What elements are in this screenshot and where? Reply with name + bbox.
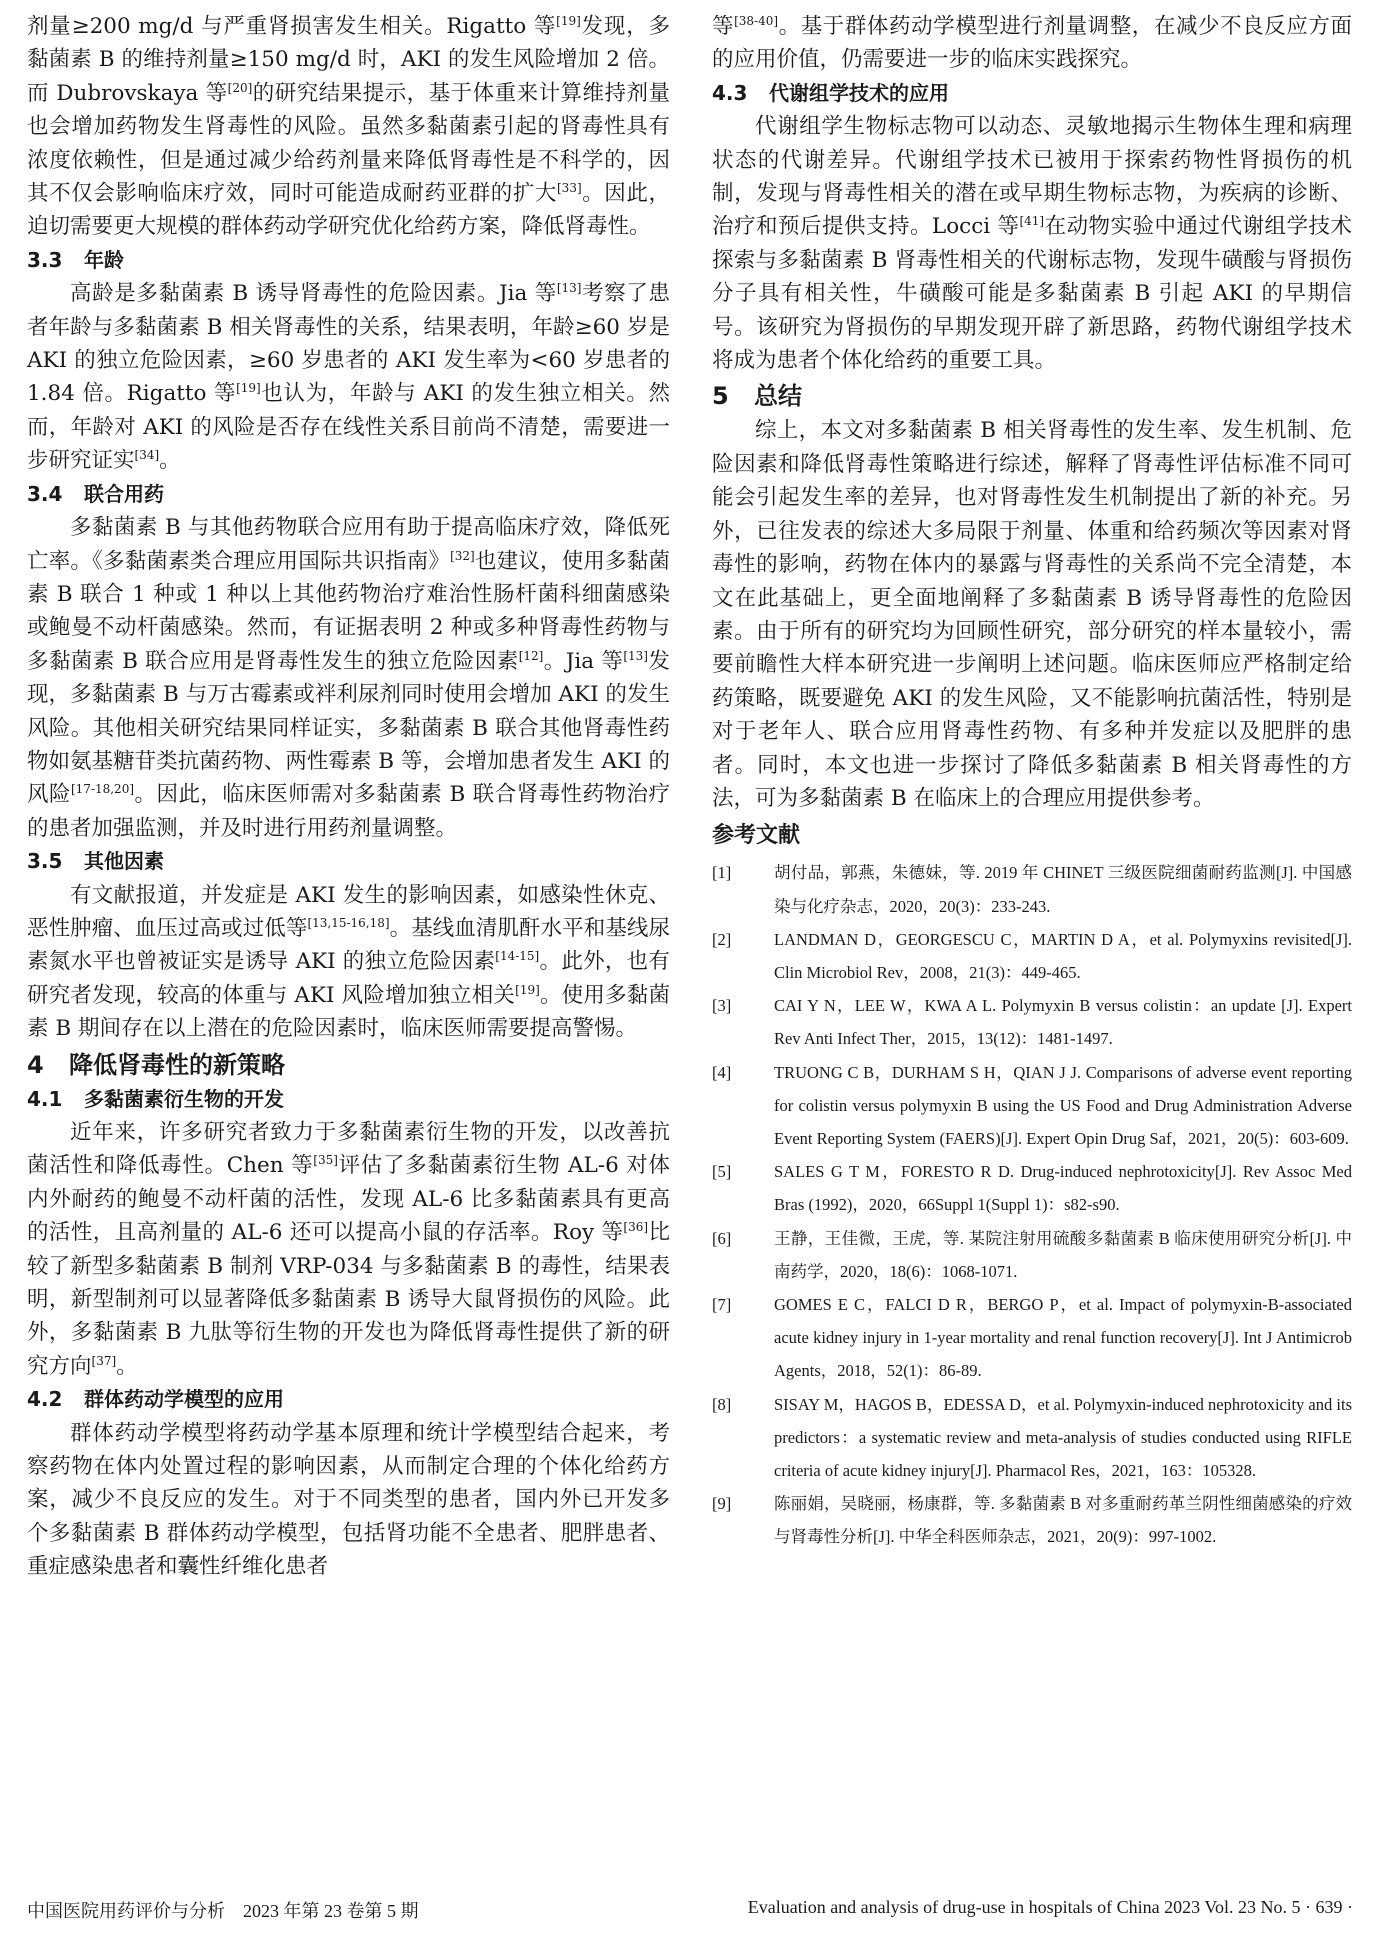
reference-number: [5]: [712, 1162, 732, 1182]
reference-item: [1] 胡付品，郭燕，朱德妹，等. 2019 年 CHINET 三级医院细菌耐药监测[J]. 中国感染与化疗杂志，2020，20(3)：233-243.: [712, 856, 1352, 922]
reference-item: [8] SISAY M，HAGOS B，EDESSA D，et al. Polymyxin-induced nephrotoxicity and its predictors：a systematic review and meta-analysis of studies conducted using RIFLE criteria of acute kidney injury[J]. Pharmacol Res，2021，163：105328.: [712, 1388, 1352, 1488]
paragraph: 代谢组学生物标志物可以动态、灵敏地揭示生物体生理和病理状态的代谢差异。代谢组学技术已被用于探索药物性肾损伤的机制，发现与肾毒性相关的潜在或早期生物标志物，为疾病的诊断、治疗和预后提供支持。Locci 等[41]在动物实验中通过代谢组学技术探索与多黏菌素 B 肾毒性相关的代谢标志物，发现牛磺酸与肾损伤分子具有相关性，牛磺酸可能是多黏菌素 B 引起 AKI 的早期信号。该研究为肾损伤的早期发现开辟了新思路，药物代谢组学技术将成为患者个体化给药的重要工具。: [712, 114, 1352, 374]
section-heading-4-3: 4.3 代谢组学技术的应用: [712, 80, 949, 105]
citation[interactable]: [38-40]: [734, 14, 779, 28]
reference-item: [6] 王静，王佳微，王虎，等. 某院注射用硫酸多黏菌素 B 临床使用研究分析[J]. 中南药学，2020，18(6)：1068-1071.: [712, 1222, 1352, 1288]
citation[interactable]: [35]: [313, 1153, 338, 1168]
journal-name-cn: 中国医院用药评价与分析 2023 年第 23 卷第 5 期: [27, 1901, 419, 1921]
reference-item: [4] TRUONG C B，DURHAM S H，QIAN J J. Comparisons of adverse event reporting for colistin versus polymyxin B using the US Food and Drug Administration Adverse Event Reporting System (FAERS)[J]. Expert Opin Drug Saf，2021，20(5)：603-609.: [712, 1056, 1352, 1156]
reference-number: [4]: [712, 1062, 732, 1082]
citation[interactable]: [32]: [450, 548, 475, 563]
section-heading-4-1: 4.1 多黏菌素衍生物的开发: [27, 1086, 284, 1111]
paragraph: 群体药动学模型将药动学基本原理和统计学模型结合起来，考察药物在体内处置过程的影响因素，从而制定合理的个体化给药方案，减少不良反应的发生。对于不同类型的患者，国内外已开发多个多黏菌素 B 群体药动学模型，包括肾功能不全患者、肥胖患者、重症感染患者和囊性纤维化患者: [27, 1420, 670, 1580]
citation[interactable]: [20]: [227, 80, 253, 95]
reference-number: [1]: [712, 863, 732, 883]
paragraph: 剂量≥200 mg/d 与严重肾损害发生相关。Rigatto 等[19]发现，多黏菌素 B 的维持剂量≥150 mg/d 时，AKI 的发生风险增加 2 倍。而 Dubrovskaya 等[20]的研究结果提示，基于体重来计算维持剂量也会增加药物发生肾毒性的风险。虽然多黏菌素引起的肾毒性具有浓度依赖性，但是通过减少给药剂量来降低肾毒性是不科学的，因其不仅会影响临床疗效，同时可能造成耐药亚群的扩大[33]。因此，迫切需要更大规模的群体药动学研究优化给药方案，降低肾毒性。: [27, 14, 670, 240]
journal-name-en-page-number: Evaluation and analysis of drug-use in hospitals of China 2023 Vol. 23 No. 5 · 639 ·: [747, 1897, 1353, 1917]
reference-item: [3] CAI Y N，LEE W，KWA A L. Polymyxin B versus colistin：an update [J]. Expert Rev Anti Infect Ther，2015，13(12)：1481-1497.: [712, 989, 1352, 1055]
reference-number: [3]: [712, 996, 732, 1016]
references-heading: 参考文献: [712, 823, 801, 849]
citation[interactable]: [19]: [556, 14, 581, 28]
section-heading-3-3: 3.3 年龄: [27, 247, 124, 272]
citation[interactable]: [34]: [134, 448, 160, 463]
paragraph: 综上，本文对多黏菌素 B 相关肾毒性的发生率、发生机制、危险因素和降低肾毒性策略进行综述，解释了肾毒性评估标准不同可能会引起发生率的差异，也对肾毒性发生机制提出了新的补充。另外，已往发表的综述大多局限于剂量、体重和给药频次等因素对肾毒性的影响，药物在体内的暴露与肾毒性的关系尚不完全清楚，本文在此基础上，更全面地阐释了多黏菌素 B 诱导肾毒性的危险因素。由于所有的研究均为回顾性研究，部分研究的样本量较小，需要前瞻性大样本研究进一步阐明上述问题。临床医师应严格制定给药策略，既要避免 AKI 的发生风险，又不能影响抗菌活性，特别是对于老年人、联合应用肾毒性药物、有多种并发症以及肥胖的患者。同时，本文也进一步探讨了降低多黏菌素 B 相关肾毒性的方法，可为多黏菌素 B 在临床上的合理应用提供参考。: [712, 418, 1352, 811]
citation[interactable]: [12]: [518, 648, 544, 663]
citation[interactable]: [14-15]: [495, 949, 540, 964]
citation[interactable]: [17-18,20]: [70, 782, 135, 797]
section-heading-5: 5 总结: [712, 382, 802, 411]
citation[interactable]: [36]: [623, 1220, 649, 1235]
citation[interactable]: [13]: [623, 648, 648, 663]
reference-number: [6]: [712, 1228, 732, 1248]
paragraph: 有文献报道，并发症是 AKI 发生的影响因素，如感染性休克、恶性肿瘤、血压过高或过低等[13,15-16,18]。基线血清肌酐水平和基线尿素氮水平也曾被证实是诱导 AKI 的独立危险因素[14-15]。此外，也有研究者发现，较高的体重与 AKI 风险增加独立相关[19]。使用多黏菌素 B 期间存在以上潜在的危险因素时，临床医师需要提高警惕。: [27, 882, 670, 1042]
citation[interactable]: [13]: [556, 281, 582, 296]
reference-list: [712, 856, 1352, 1553]
reference-item: [7] GOMES E C，FALCI D R，BERGO P，et al. Impact of polymyxin-B-associated acute kidney injury in 1-year mortality and renal function recovery[J]. Int J Antimicrob Agents，2018，52(1)：86-89.: [712, 1288, 1352, 1388]
paragraph: 高龄是多黏菌素 B 诱导肾毒性的危险因素。Jia 等[13]考察了患者年龄与多黏菌素 B 相关肾毒性的关系，结果表明，年龄≥60 岁是 AKI 的独立危险因素，≥60 岁患者的 AKI 发生率为<60 岁患者的 1.84 倍。Rigatto 等[19]也认为，年龄与 AKI 的发生独立相关。然而，年龄对 AKI 的风险是否存在线性关系目前尚不清楚，需要进一步研究证实[34]。: [27, 281, 670, 474]
reference-item: [9] 陈丽娟，吴晓丽，杨康群，等. 多黏菌素 B 对多重耐药革兰阴性细菌感染的疗效与肾毒性分析[J]. 中华全科医师杂志，2021，20(9)：997-1002.: [712, 1487, 1352, 1553]
page-footer: [27, 1897, 1353, 1923]
citation[interactable]: [37]: [91, 1353, 117, 1368]
reference-item: [2] LANDMAN D，GEORGESCU C，MARTIN D A，et al. Polymyxins revisited[J]. Clin Microbiol Rev，2008，21(3)：449-465.: [712, 923, 1352, 989]
reference-number: [8]: [712, 1394, 732, 1414]
reference-number: [7]: [712, 1294, 732, 1314]
reference-number: [2]: [712, 929, 732, 949]
section-heading-4: 4 降低肾毒性的新策略: [27, 1050, 285, 1079]
section-heading-3-5: 3.5 其他因素: [27, 849, 164, 874]
citation[interactable]: [33]: [557, 181, 582, 196]
paragraph: 等[38-40]。基于群体药动学模型进行剂量调整，在减少不良反应方面的应用价值，仍需要进一步的临床实践探究。: [712, 14, 1352, 73]
section-heading-3-4: 3.4 联合用药: [27, 481, 164, 506]
reference-item: [5] SALES G T M，FORESTO R D. Drug-induced nephrotoxicity[J]. Rev Assoc Med Bras (1992)，2020，66Suppl 1(Suppl 1)：s82-s90.: [712, 1155, 1352, 1221]
citation[interactable]: [41]: [1019, 214, 1045, 229]
left-column: [27, 10, 670, 1584]
citation[interactable]: [13,15-16,18]: [307, 915, 390, 930]
citation[interactable]: [19]: [515, 982, 540, 997]
paragraph: 近年来，许多研究者致力于多黏菌素衍生物的开发，以改善抗菌活性和降低毒性。Chen 等[35]评估了多黏菌素衍生物 AL-6 对体内外耐药的鲍曼不动杆菌的活性，发现 AL-6 比多黏菌素具有更高的活性，且高剂量的 AL-6 还可以提高小鼠的存活率。Roy 等[36]比较了新型多黏菌素 B 制剂 VRP-034 与多黏菌素 B 的毒性，结果表明，新型制剂可以显著降低多黏菌素 B 诱导大鼠肾损伤的风险。此外，多黏菌素 B 九肽等衍生物的开发也为降低肾毒性提供了新的研究方向[37]。: [27, 1120, 670, 1379]
reference-number: [9]: [712, 1494, 732, 1514]
citation[interactable]: [19]: [236, 381, 261, 396]
section-heading-4-2: 4.2 群体药动学模型的应用: [27, 1387, 284, 1412]
paragraph: 多黏菌素 B 与其他药物联合应用有助于提高临床疗效，降低死亡率。《多黏菌素类合理应用国际共识指南》[32]也建议，使用多黏菌素 B 联合 1 种或 1 种以上其他药物治疗难治性肠杆菌科细菌感染或鲍曼不动杆菌感染。然而，有证据表明 2 种或多种肾毒性药物与多黏菌素 B 联合应用是肾毒性发生的独立危险因素[12]。Jia 等[13]发现，多黏菌素 B 与万古霉素或袢利尿剂同时使用会增加 AKI 的发生风险。其他相关研究结果同样证实，多黏菌素 B 联合其他肾毒性药物如氨基糖苷类抗菌药物、两性霉素 B 等，会增加患者发生 AKI 的风险[17-18,20]。因此，临床医师需对多黏菌素 B 联合肾毒性药物治疗的患者加强监测，并及时进行用药剂量调整。: [27, 515, 670, 841]
right-column: [712, 10, 1352, 1554]
